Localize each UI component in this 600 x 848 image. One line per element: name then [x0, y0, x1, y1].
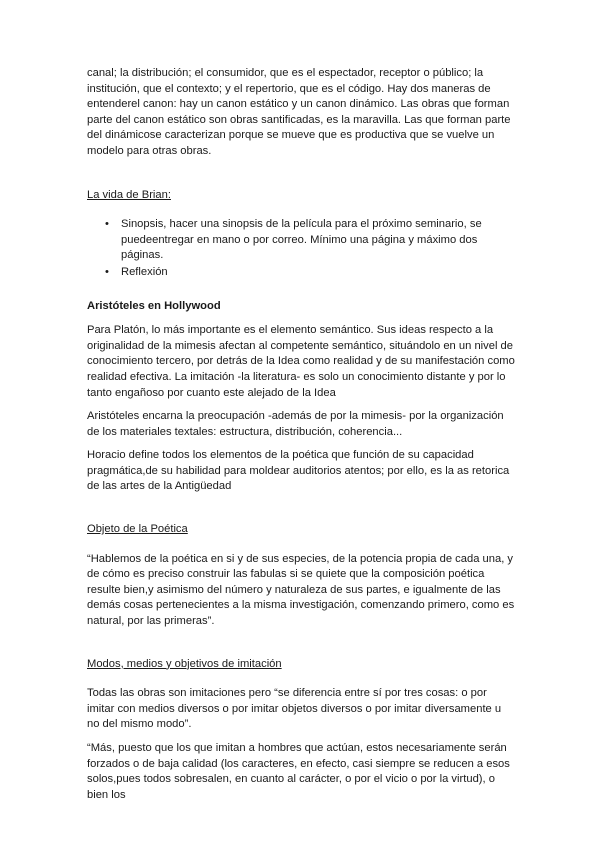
- heading-objeto-de-la-poetica: Objeto de la Poética: [87, 523, 188, 536]
- list-item-text: Sinopsis, hacer una sinopsis de la película para el próximo seminario, se puedeentregar en mano o por correo. Mínimo una página y máximo dos páginas.: [121, 218, 482, 262]
- paragraph-modos-quote: “Más, puesto que los que imitan a hombres que actúan, estos necesariamente serán forzados o de baja calidad (los caracteres, en efecto, casi siempre se reducen a esos solos,pues todos sobresalen, en cuanto al carácter, o por el vicio o por la virtud), o bien los: [87, 742, 510, 801]
- paragraph-objeto-quote: “Hablemos de la poética en si y de sus especies, de la potencia propia de cada una, y de cómo es preciso construir las fabulas si se quiete que la composición poética resulte bien,y asimismo del número y naturaleza de sus partes, e igualmente de las demás cosas pertenecientes a la misma investigación, comenzando primero, como es natural, por las primeras”.: [87, 552, 515, 628]
- paragraph-horacio: Horacio define todos los elementos de la poética que función de su capacidad pragmática,de su habilidad para moldear auditorios atentos; por ello, es la as retorica de las artes de la Antigüedad: [87, 449, 510, 493]
- paragraph-platon: Para Platón, lo más importante es el elemento semántico. Sus ideas respecto a la originalidad de la mimesis afectan al competente semántico, situándolo en un nivel de conocimiento tercero, por detrás de la Idea como realidad y de su manifestación como realidad efectiva. La imitación -la literatura- es solo un conocimiento distante y por lo tanto engañoso por cuanto este alejado de la Idea: [87, 324, 515, 399]
- paragraph-modos-imitaciones: Todas las obras son imitaciones pero “se diferencia entre sí por tres cosas: o por imitar con medios diversos o por imitar objetos diversos o por imitar diversamente u no del mismo modo”.: [87, 687, 502, 731]
- page-content: [87, 66, 515, 803]
- heading-la-vida-de-brian: La vida de Brian:: [87, 188, 171, 201]
- heading-aristoteles-en-hollywood: Aristóteles en Hollywood: [87, 299, 221, 312]
- intro-paragraph: canal; la distribución; el consumidor, que es el espectador, receptor o público; la institución, que el contexto; y el repertorio, que es el código. Hay dos maneras de entenderel canon: hay un canon estático y un canon dinámico. Las obras que forman parte del canon estático son obras santificadas, es la maravilla. Las que forman parte del dinámicose caracterizan porque se mueve que es productiva que se vuelve un modelo para otras obras.: [87, 67, 511, 157]
- bullet-icon: •: [105, 265, 109, 278]
- list-item-text: Reflexión: [121, 265, 168, 278]
- heading-modos-medios-objetivos: Modos, medios y objetivos de imitación: [87, 657, 282, 670]
- brian-task-list: [87, 217, 515, 280]
- list-item: [87, 265, 515, 281]
- paragraph-aristoteles: Aristóteles encarna la preocupación -además de por la mimesis- por la organización de los materiales textales: estructura, distribución, coherencia...: [87, 410, 504, 438]
- list-item: [87, 217, 515, 264]
- bullet-icon: •: [105, 218, 109, 231]
